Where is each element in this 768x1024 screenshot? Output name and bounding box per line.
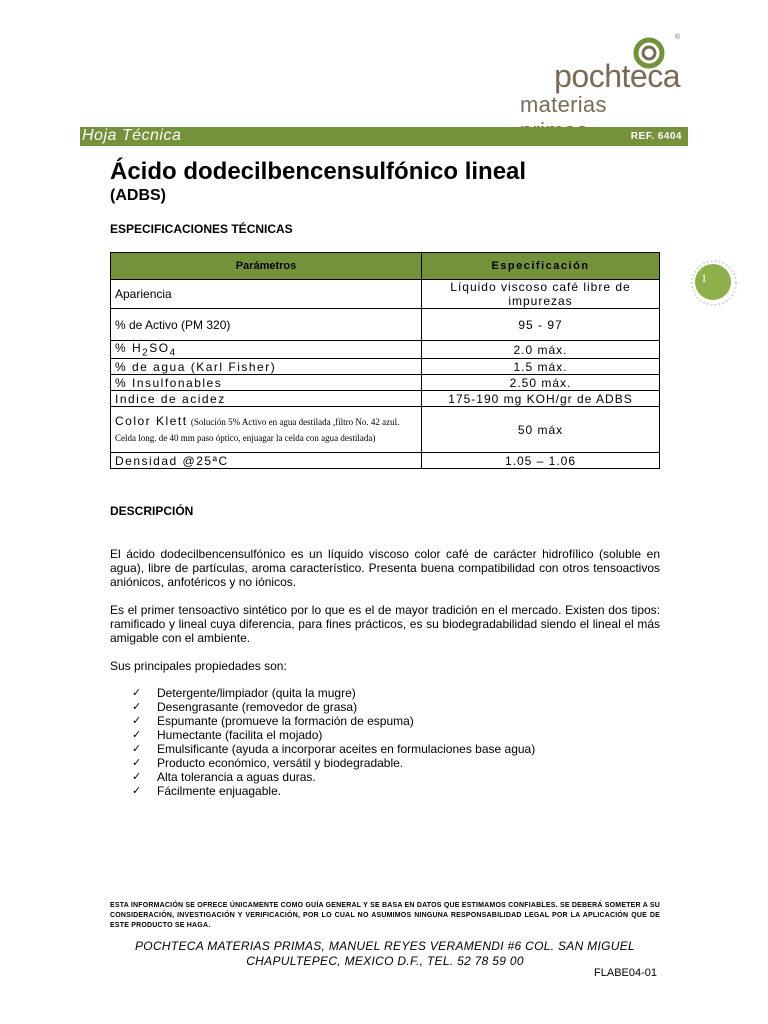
param-middle: SO — [149, 341, 170, 355]
product-title: Ácido dodecilbencensulfónico lineal — [110, 158, 527, 185]
list-item-text: Detergente/limpiador (quita la mugre) — [157, 686, 356, 700]
specs-heading: ESPECIFICACIONES TÉCNICAS — [110, 222, 293, 236]
value-cell: 95 - 97 — [422, 309, 660, 341]
list-item-text: Humectante (facilita el mojado) — [157, 728, 323, 742]
list-item — [132, 700, 535, 714]
param-cell — [111, 407, 422, 453]
value-cell: 175-190 mg KOH/gr de ADBS — [422, 391, 660, 407]
column-header-parameters: Parámetros — [111, 253, 422, 280]
list-item-text: Desengrasante (removedor de grasa) — [157, 700, 358, 714]
param-subscript: 2 — [142, 347, 150, 359]
list-item — [132, 714, 535, 728]
page-number-badge — [689, 258, 739, 308]
param-cell: % Insulfonables — [111, 375, 422, 391]
logo-tagline: materias — [520, 92, 607, 117]
list-item — [132, 728, 535, 742]
check-icon: ✓ — [132, 715, 142, 727]
value-cell: 50 máx — [422, 407, 660, 453]
description-paragraph: Es el primer tensoactivo sintético por lo que es el de mayor tradición en el mercado. Existen dos tipos: ramificado y lineal cuya diferencia, para fines prácticos, es su biodegradabilidad siendo el lineal el más amigable con el ambiente. — [110, 603, 660, 645]
value-cell: 2.50 máx. — [422, 375, 660, 391]
param-prefix: % H — [115, 341, 143, 355]
list-item-text: Fácilmente enjuagable. — [157, 784, 282, 798]
value-cell: Líquido viscoso café libre de impurezas — [422, 280, 660, 309]
param-name: Color Klett — [115, 413, 188, 428]
properties-list — [132, 686, 535, 798]
table-row — [111, 359, 660, 375]
param-note: (Solución 5% Activo en agua destilada ,filtro No. 42 azul. Celda long. de 40 mm paso óptico, enjuagar la celda con agua destilada) — [115, 416, 400, 443]
list-item — [132, 686, 535, 700]
value-cell: 2.0 máx. — [422, 341, 660, 359]
table-row — [111, 453, 660, 469]
footer-address — [110, 939, 660, 969]
header-bar — [80, 127, 688, 146]
description-paragraph: El ácido dodecilbencensulfónico es un líquido viscoso color café de carácter hidrofílico (soluble en agua), libre de partículas, aroma característico. Presenta buena compatibilidad con otros tensoactivos aniónicos, anfotéricos y no iónicos. — [110, 547, 660, 589]
list-item-text: Emulsificante (ayuda a incorporar aceites en formulaciones base agua) — [157, 742, 536, 756]
list-item — [132, 742, 535, 756]
param-cell — [111, 341, 422, 359]
check-icon: ✓ — [132, 757, 142, 769]
registered-mark: ® — [674, 34, 680, 41]
param-cell: % de agua (Karl Fisher) — [111, 359, 422, 375]
list-item-text: Espumante (promueve la formación de espuma) — [157, 714, 414, 728]
properties-intro: Sus principales propiedades son: — [110, 659, 287, 673]
footer-line: CHAPULTEPEC, MEXICO D.F., TEL. 52 78 59 00 — [246, 954, 524, 968]
table-row — [111, 341, 660, 359]
check-icon: ✓ — [132, 743, 142, 755]
table-row — [111, 407, 660, 453]
table-row — [111, 280, 660, 309]
param-cell: % de Activo (PM 320) — [111, 309, 422, 341]
footer-line: POCHTECA MATERIAS PRIMAS, MANUEL REYES VERAMENDI #6 COL. SAN MIGUEL — [135, 939, 635, 953]
check-icon: ✓ — [132, 687, 142, 699]
table-header-row — [111, 253, 660, 280]
table-row — [111, 309, 660, 341]
specifications-table — [110, 252, 660, 469]
column-header-specification: Especificación — [422, 253, 660, 280]
check-icon: ✓ — [132, 771, 142, 783]
product-abbreviation: (ADBS) — [110, 187, 166, 204]
company-logo — [520, 36, 680, 120]
param-cell: Indice de acidez — [111, 391, 422, 407]
form-code: FLABE04-01 — [594, 967, 657, 979]
check-icon: ✓ — [132, 729, 142, 741]
page-number: 1 — [701, 271, 707, 285]
table-row — [111, 375, 660, 391]
param-cell: Apariencia — [111, 280, 422, 309]
param-cell: Densidad @25ªC — [111, 453, 422, 469]
list-item-text: Producto económico, versátil y biodegradable. — [157, 756, 404, 770]
description-heading: DESCRIPCIÓN — [110, 504, 194, 518]
check-icon: ✓ — [132, 785, 142, 797]
reference-number: REF. 6404 — [630, 131, 682, 142]
list-item — [132, 784, 535, 798]
logo-wordmark: pochteca — [554, 58, 680, 94]
legal-disclaimer: ESTA INFORMACIÓN SE OFRECE ÚNICAMENTE COMO GUÍA GENERAL Y SE BASA EN DATOS QUE ESTIMAMOS CONFIABLES. SE DEBERÁ SOMETER A SU CONSIDERACIÓN, INVESTIGACIÓN Y VERIFICACIÓN, POR LO CUAL NO ASUMIMOS NINGUNA RESPONSABILIDAD LEGAL POR LA APLICACIÓN QUE DE ESTE PRODUCTO SE HAGA. — [110, 902, 660, 929]
value-cell: 1.05 – 1.06 — [422, 453, 660, 469]
check-icon: ✓ — [132, 701, 142, 713]
sheet-label: Hoja Técnica — [82, 127, 182, 144]
list-item — [132, 756, 535, 770]
value-cell: 1.5 máx. — [422, 359, 660, 375]
list-item-text: Alta tolerancia a aguas duras. — [157, 770, 316, 784]
param-subscript: 4 — [169, 347, 177, 359]
table-row — [111, 391, 660, 407]
list-item — [132, 770, 535, 784]
